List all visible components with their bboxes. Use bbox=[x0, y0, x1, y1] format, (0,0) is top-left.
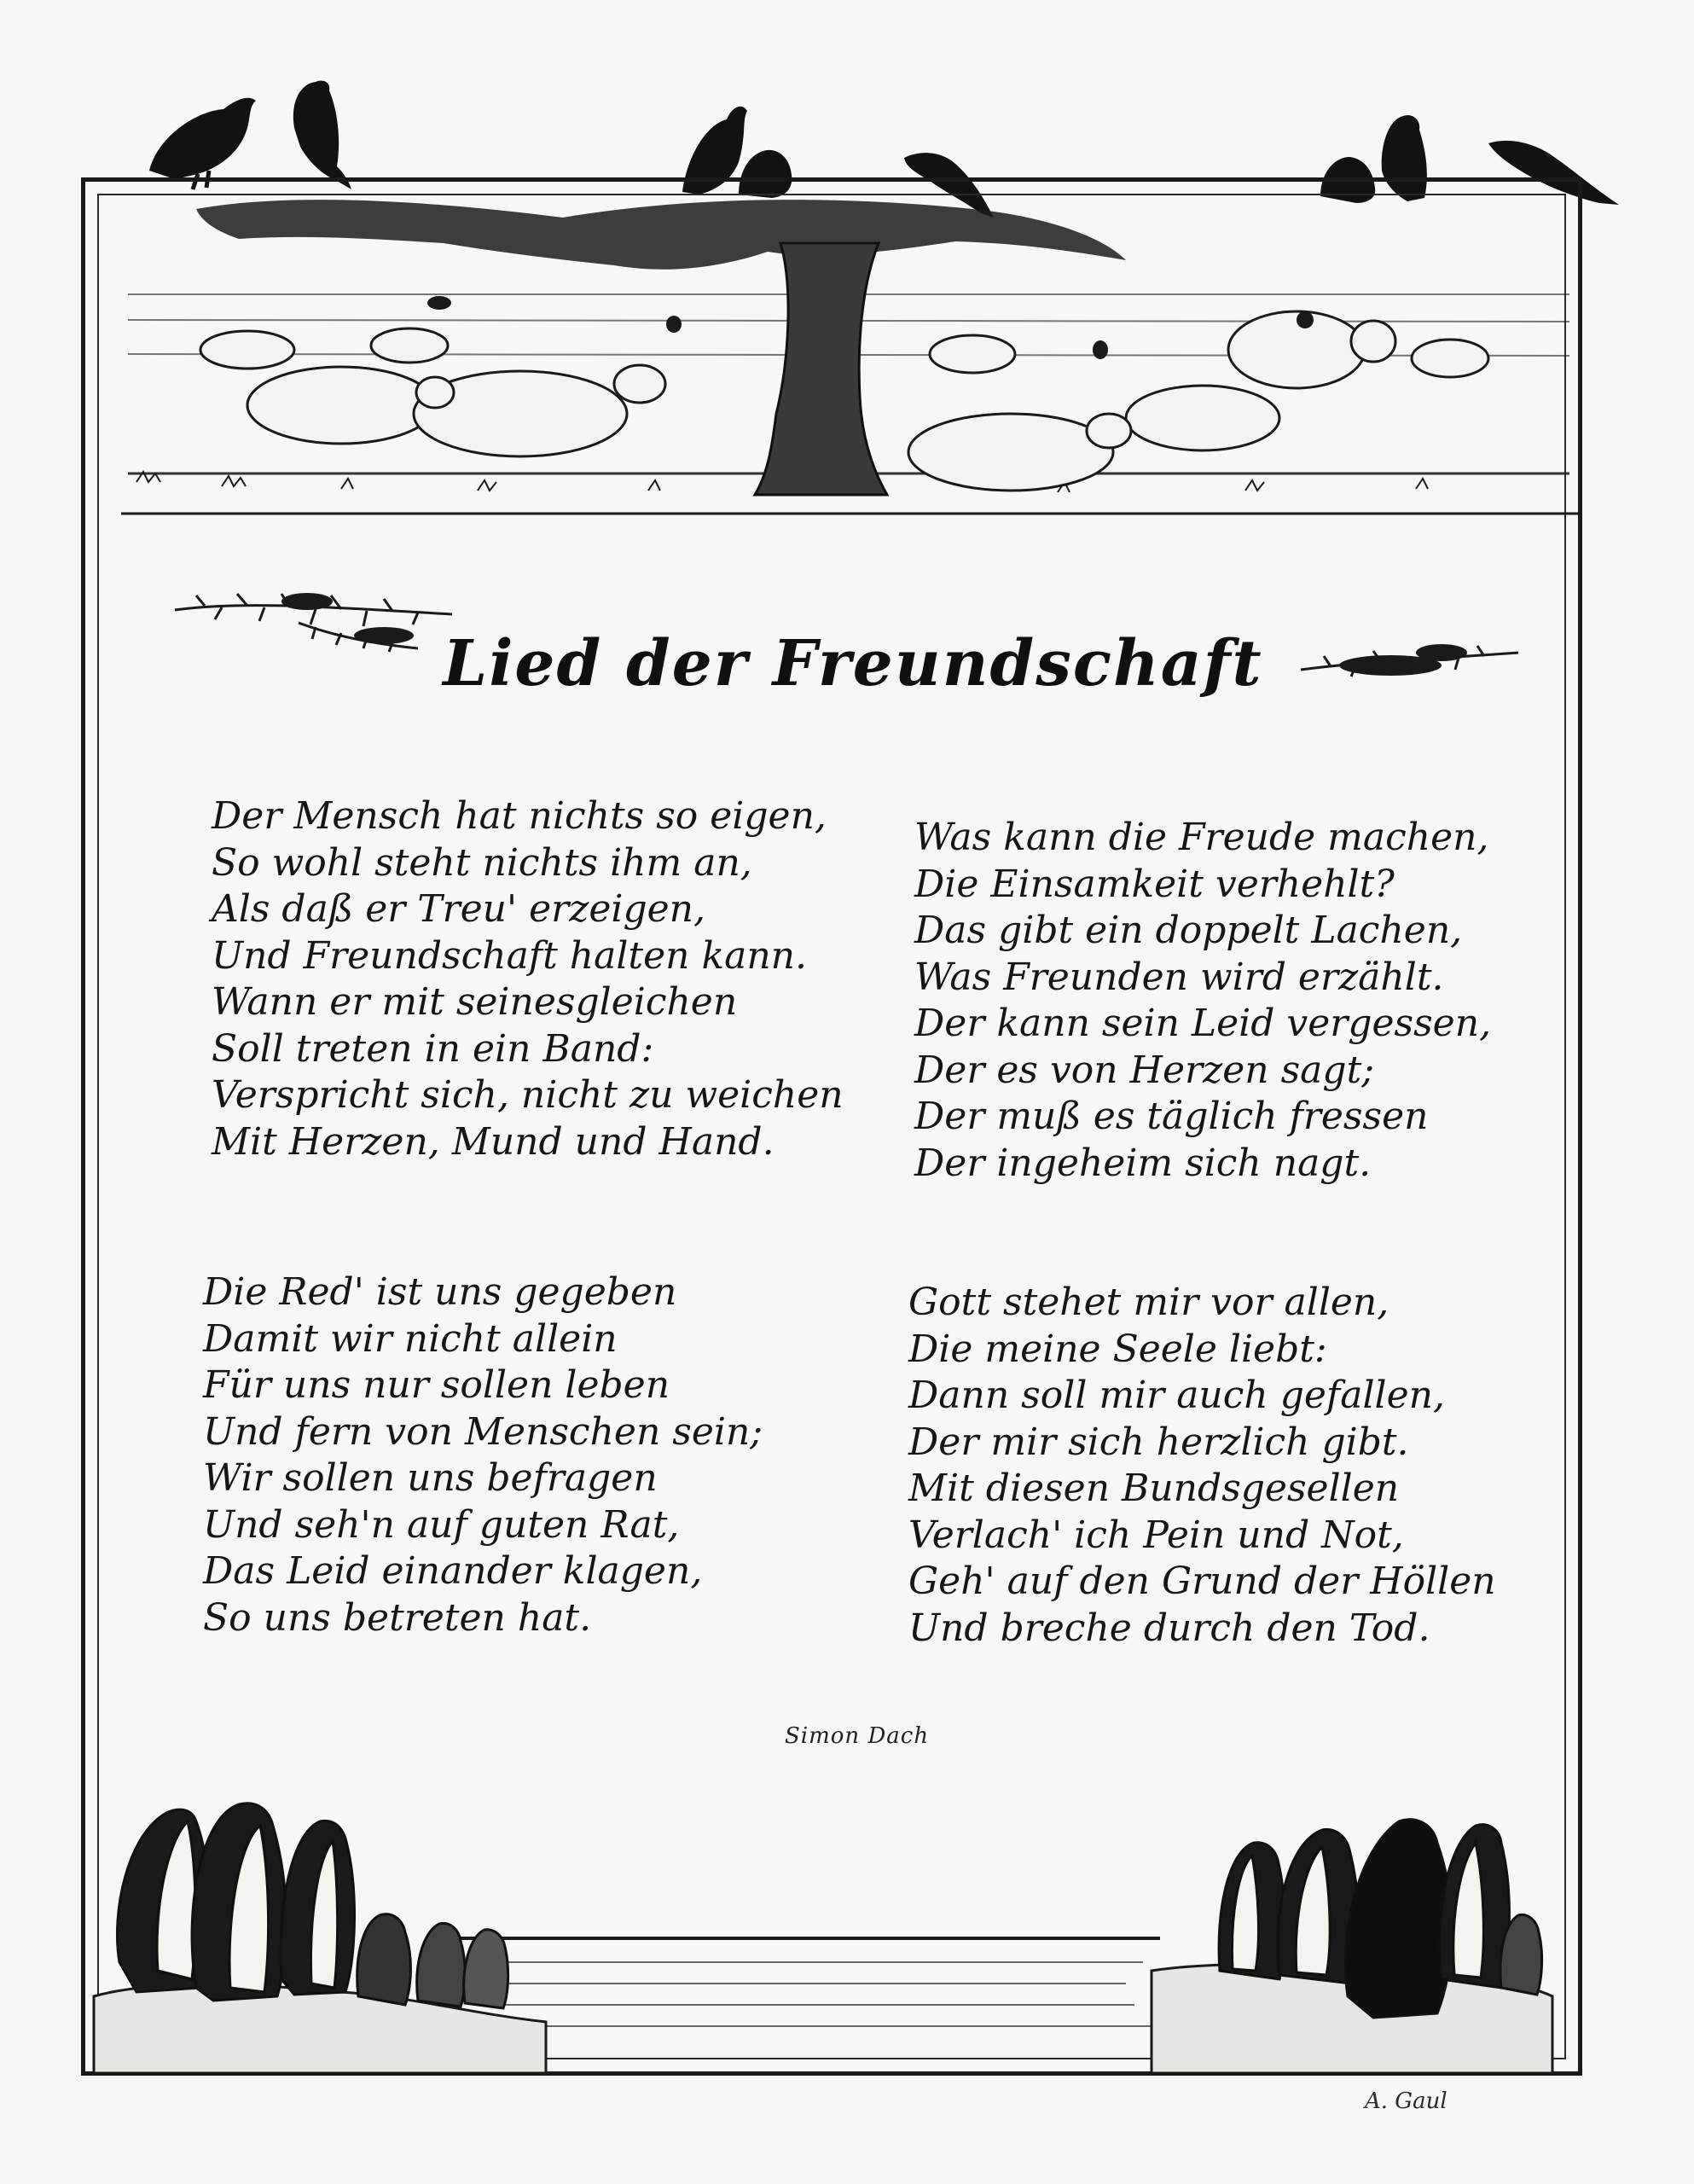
stanza-line: Und breche durch den Tod. bbox=[908, 1606, 1430, 1650]
stanza-line: Die Einsamkeit verhehlt? bbox=[914, 862, 1395, 906]
stanza-line: Was kann die Freude machen, bbox=[914, 816, 1489, 859]
illustration-divider bbox=[121, 510, 1580, 519]
stanza-3 bbox=[203, 1269, 763, 1641]
stanza-line: Der ingeheim sich nagt. bbox=[914, 1141, 1372, 1185]
stanza-line: Soll treten in ein Band: bbox=[212, 1026, 654, 1071]
stanza-line: Die Red' ist uns gegeben bbox=[203, 1270, 677, 1314]
stanza-line: Der mir sich herzlich gibt. bbox=[908, 1420, 1409, 1464]
stanza-1 bbox=[212, 793, 844, 1165]
stanza-line: Das Leid einander klagen, bbox=[203, 1549, 703, 1593]
poem-title: Lied der Freundschaft bbox=[443, 627, 1263, 700]
stanza-2 bbox=[914, 815, 1491, 1187]
illustrator-signature: A. Gaul bbox=[1365, 2088, 1447, 2114]
stanza-line: Als daß er Treu' erzeigen, bbox=[212, 887, 705, 931]
stanza-line: Dann soll mir auch gefallen, bbox=[908, 1374, 1445, 1417]
stanza-line: Das gibt ein doppelt Lachen, bbox=[914, 909, 1463, 952]
stanza-line: Damit wir nicht allein bbox=[203, 1316, 618, 1361]
penguins-illustration bbox=[85, 1740, 1578, 2073]
stanza-line: So wohl steht nichts ihm an, bbox=[212, 840, 752, 885]
stanza-line: Mit diesen Bundsgesellen bbox=[908, 1467, 1400, 1510]
stanza-line: Gott stehet mir vor allen, bbox=[908, 1281, 1389, 1324]
stanza-line: Der es von Herzen sagt; bbox=[914, 1048, 1375, 1092]
stanza-4 bbox=[908, 1280, 1496, 1652]
stanza-line: Mit Herzen, Mund und Hand. bbox=[212, 1119, 774, 1164]
stanza-line: Verspricht sich, nicht zu weichen bbox=[212, 1073, 844, 1117]
pine-branch-right-illustration bbox=[1297, 619, 1527, 695]
stanza-line: Wir sollen uns befragen bbox=[203, 1456, 658, 1500]
stanza-line: Und fern von Menschen sein; bbox=[203, 1409, 763, 1454]
stanza-line: Die meine Seele liebt: bbox=[908, 1327, 1327, 1371]
stanza-line: Was Freunden wird erzählt. bbox=[914, 955, 1444, 999]
stanza-line: Der kann sein Leid vergessen, bbox=[914, 1002, 1492, 1045]
stanza-line: Geh' auf den Grund der Höllen bbox=[908, 1560, 1496, 1603]
poem-author: Simon Dach bbox=[785, 1723, 930, 1749]
stanza-line: Für uns nur sollen leben bbox=[203, 1363, 670, 1407]
pine-branch-left-illustration bbox=[171, 563, 469, 665]
stanza-line: Und Freundschaft halten kann. bbox=[212, 933, 808, 978]
stanza-line: Wann er mit seinesgleichen bbox=[212, 980, 738, 1024]
stanza-line: Der Mensch hat nichts so eigen, bbox=[212, 794, 827, 838]
stanza-line: Der muß es täglich fressen bbox=[914, 1095, 1429, 1138]
stanza-line: Verlach' ich Pein und Not, bbox=[908, 1513, 1404, 1557]
stanza-line: Und seh'n auf guten Rat, bbox=[203, 1502, 680, 1547]
stanza-line: So uns betreten hat. bbox=[203, 1595, 592, 1640]
